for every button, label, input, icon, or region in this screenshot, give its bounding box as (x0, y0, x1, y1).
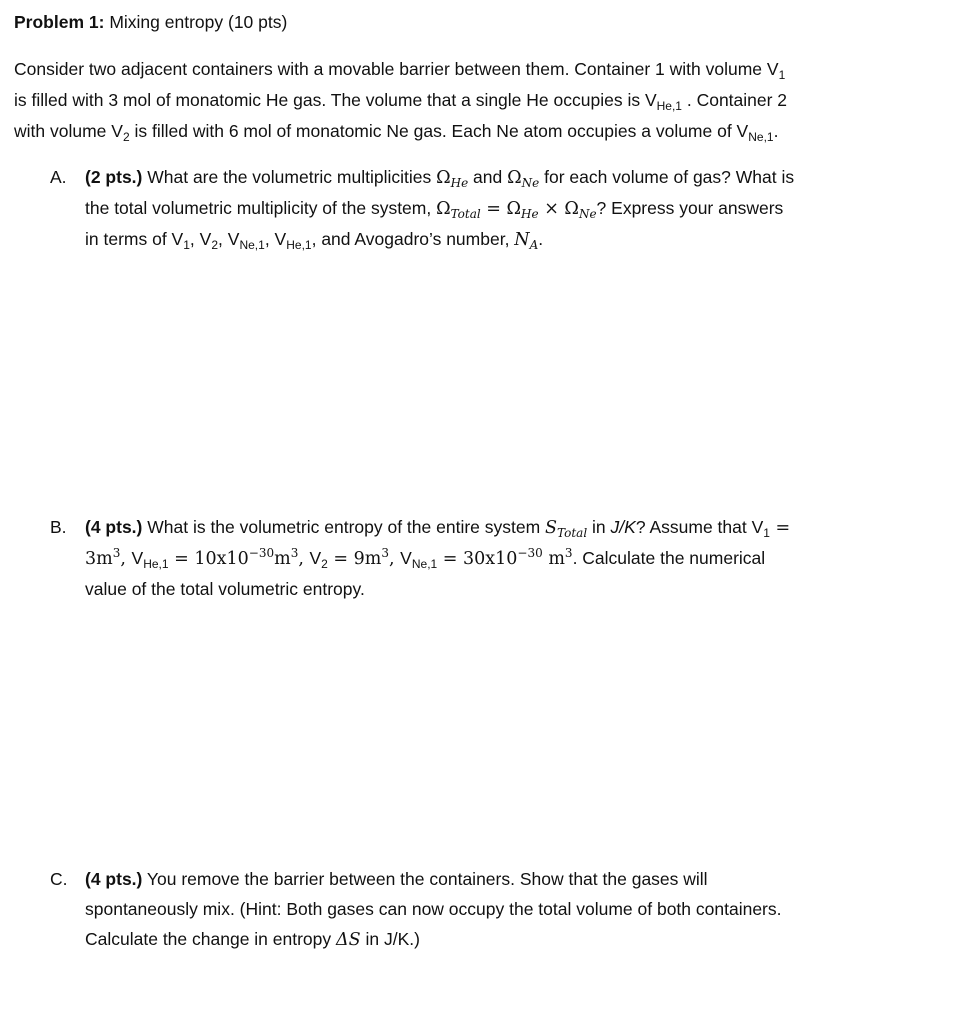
subscript: A (529, 238, 539, 252)
equals-sign: = (327, 549, 354, 569)
value: 3m (85, 549, 113, 569)
intro-text: with volume V (14, 121, 123, 141)
text: and (468, 167, 508, 187)
part-b-line-3: value of the total volumetric entropy. (85, 579, 365, 599)
part-a-line-2 (85, 193, 925, 224)
subscript: 2 (211, 238, 219, 252)
text: , (189, 229, 200, 249)
text: V (227, 229, 240, 249)
equals-sign: = (769, 518, 791, 538)
part-b-line-2 (85, 543, 925, 574)
text: , (298, 549, 310, 569)
text: What is the volumetric entropy of the entire system (142, 517, 546, 537)
part-b-body (85, 512, 925, 604)
text: for each volume of gas? What is (539, 167, 795, 187)
value: 30x10 (463, 549, 518, 569)
points-label: (2 pts.) (85, 167, 143, 187)
points-label: (4 pts.) (85, 869, 143, 889)
subscript: Ne,1 (411, 557, 438, 571)
subscript: Total (557, 526, 588, 540)
subscript: Ne (578, 207, 597, 221)
part-c-line-3 (85, 924, 925, 955)
intro-line-2 (14, 85, 787, 116)
part-c-body (85, 864, 925, 955)
text: ? Express your answers (596, 198, 784, 218)
equals-sign: = (480, 199, 507, 219)
intro-line-1 (14, 54, 787, 85)
text: the total volumetric multiplicity of the system, (85, 198, 437, 218)
text: V (309, 548, 322, 568)
part-a-line-1 (85, 162, 925, 193)
superscript: 3 (381, 546, 390, 560)
unit: J/K (610, 517, 636, 537)
omega-symbol: Ω (507, 168, 522, 188)
problem-title-text: Mixing entropy (10 pts) (109, 12, 288, 32)
part-c-line-1 (85, 864, 925, 894)
superscript: 3 (112, 546, 121, 560)
intro-text: Consider two adjacent containers with a movable barrier between them. Container 1 with volume V (14, 59, 779, 79)
text: V (274, 229, 287, 249)
part-b-line-1 (85, 512, 925, 543)
subscript: Ne (521, 176, 540, 190)
subscript: Total (450, 207, 481, 221)
subscript: 1 (183, 238, 190, 252)
text: What are the volumetric multiplicities (142, 167, 437, 187)
omega-symbol: Ω (436, 199, 451, 219)
text: ? Assume that V (635, 517, 764, 537)
text: , (218, 229, 228, 249)
omega-symbol: Ω (506, 199, 522, 219)
text: V (400, 548, 412, 568)
intro-text: . Container 2 (681, 90, 788, 110)
superscript: 3 (564, 546, 573, 560)
part-a-body (85, 162, 925, 255)
omega-symbol: Ω (564, 199, 579, 219)
text: in terms of V (85, 229, 184, 249)
subscript: Ne,1 (239, 238, 265, 252)
subscript: 1 (778, 68, 786, 82)
equals-sign: = (437, 549, 464, 569)
times-sign: × (538, 199, 565, 219)
value: m (542, 549, 565, 569)
part-b-label: B. (50, 517, 67, 537)
text: You remove the barrier between the containers. Show that the gases will (142, 869, 708, 889)
equals-sign: = (168, 549, 195, 569)
text: . Calculate the numerical (572, 548, 766, 568)
delta-s-symbol: ΔS (336, 930, 361, 950)
intro-text: is filled with 3 mol of monatomic He gas. The volume that a single He occupies is V (14, 90, 657, 110)
text: , (120, 549, 132, 569)
intro-text: . (773, 121, 779, 141)
subscript: 1 (763, 526, 770, 540)
subscript: Ne,1 (748, 130, 774, 144)
text: V (199, 229, 212, 249)
omega-symbol: Ω (436, 168, 451, 188)
text: in (587, 517, 611, 537)
value: m (274, 549, 291, 569)
intro-line-3 (14, 116, 787, 147)
text: V (131, 548, 144, 568)
superscript: 3 (290, 546, 299, 560)
intro-text: is filled with 6 mol of monatomic Ne gas. Each Ne atom occupies a volume of V (129, 121, 749, 141)
part-c-label: C. (50, 869, 68, 889)
problem-number: Problem 1: (14, 12, 105, 32)
subscript: 2 (321, 557, 328, 571)
subscript: He,1 (656, 99, 682, 113)
text: , and Avogadro’s number, (311, 229, 515, 249)
part-a-label: A. (50, 167, 67, 187)
text: Calculate the change in entropy (85, 929, 336, 949)
subscript: He (521, 207, 539, 221)
subscript: He (450, 176, 469, 190)
subscript: He,1 (143, 557, 169, 571)
subscript: He,1 (286, 238, 312, 252)
text: . (538, 229, 544, 249)
points-label: (4 pts.) (85, 517, 143, 537)
value: 9m (353, 549, 382, 569)
part-a-line-3 (85, 224, 925, 255)
problem-title (14, 12, 287, 33)
value: 10x10 (194, 549, 249, 569)
part-c-line-2: spontaneously mix. (Hint: Both gases can now occupy the total volume of both containers. (85, 899, 782, 919)
subscript: 2 (122, 130, 130, 144)
text: , (264, 229, 275, 249)
avogadro-symbol: N (514, 230, 530, 250)
entropy-symbol: S (545, 518, 558, 538)
superscript: −30 (248, 546, 275, 560)
intro-paragraph (14, 54, 787, 147)
superscript: −30 (517, 546, 543, 560)
text: , (389, 549, 401, 569)
text: in J/K.) (360, 929, 420, 949)
